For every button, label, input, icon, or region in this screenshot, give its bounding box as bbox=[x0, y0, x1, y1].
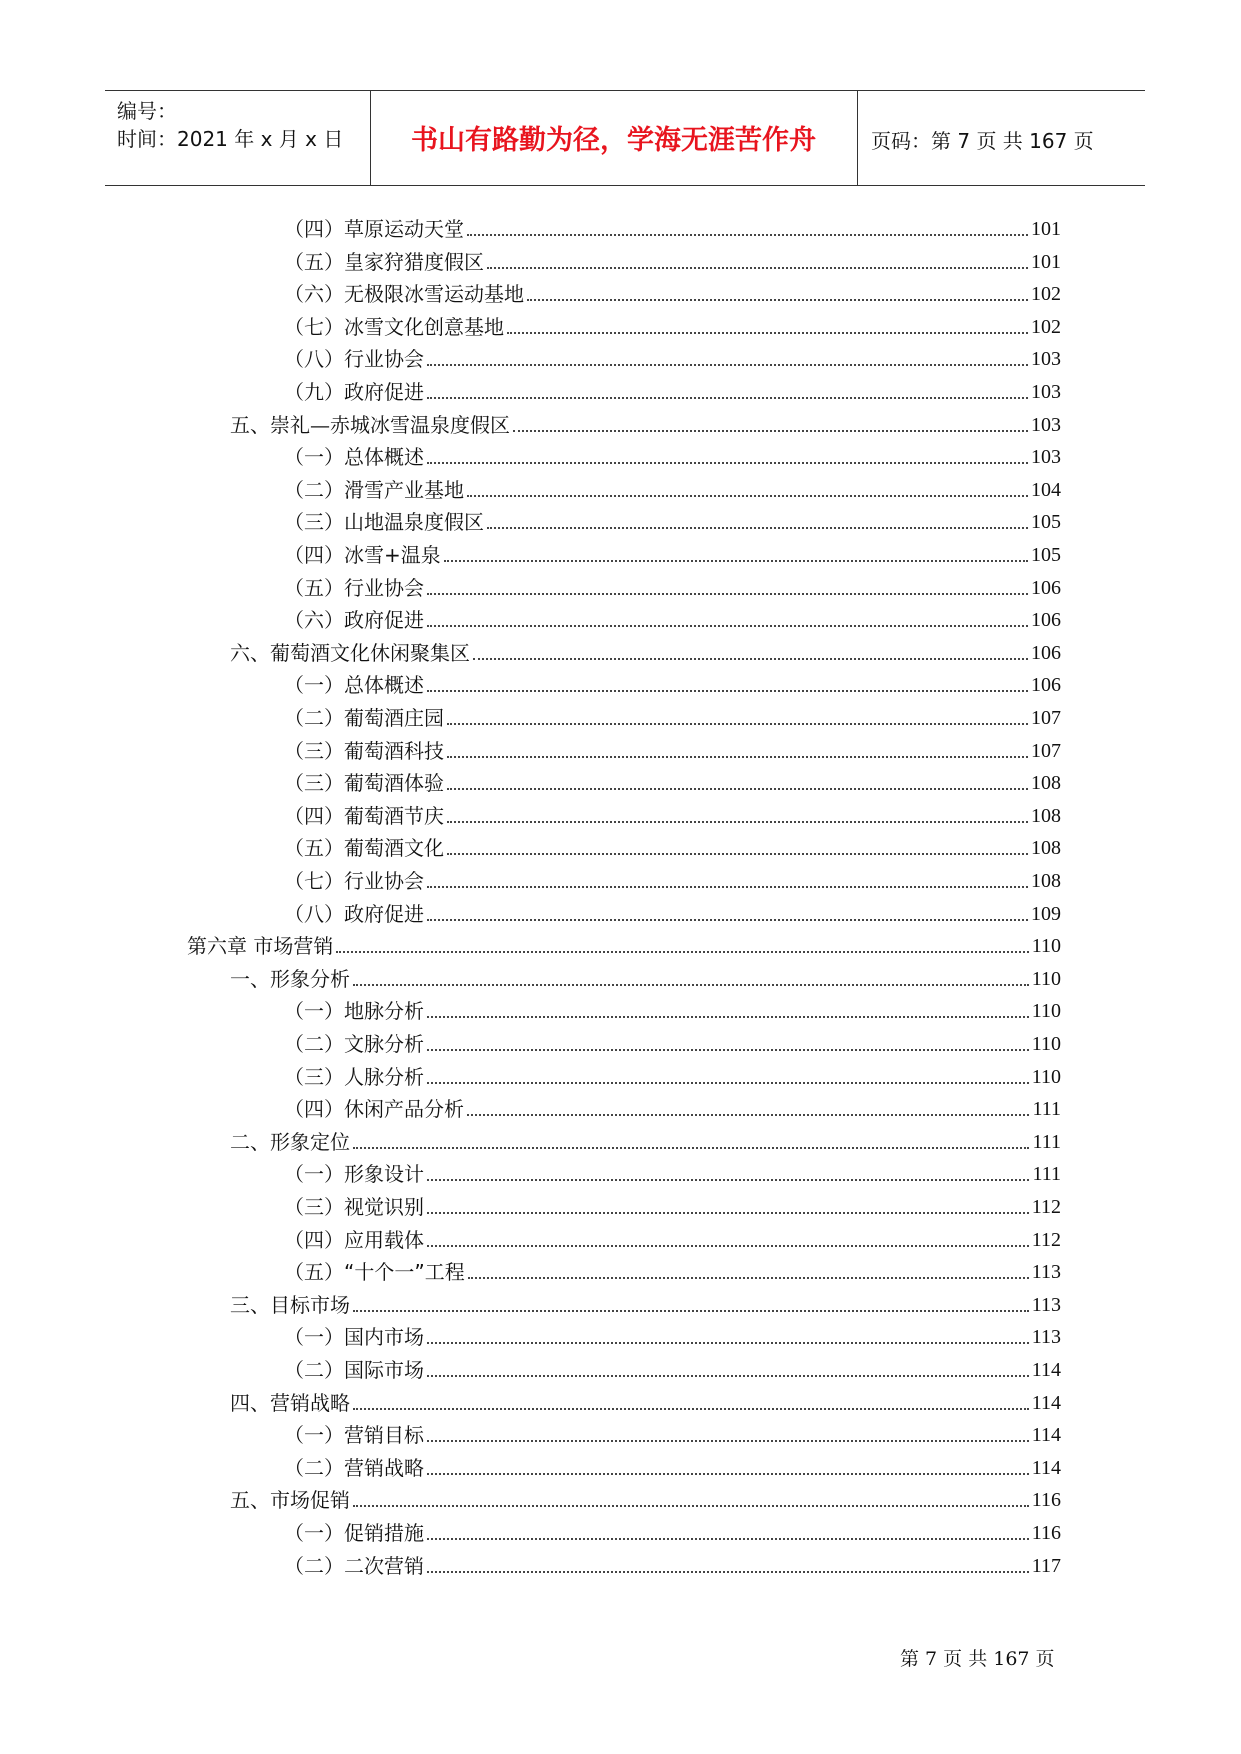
toc-entry-title: （二）营销战略 bbox=[284, 1455, 424, 1480]
toc-entry-page-number: 114 bbox=[1031, 1456, 1061, 1479]
toc-entry-page-number: 111 bbox=[1032, 1098, 1061, 1121]
toc-dot-leader bbox=[507, 332, 1028, 334]
toc-entry-title: （一）营销目标 bbox=[284, 1423, 424, 1448]
toc-entry[interactable] bbox=[230, 962, 1061, 992]
toc-entry[interactable] bbox=[284, 1418, 1061, 1448]
toc-entry-page-number: 103 bbox=[1031, 413, 1061, 436]
toc-entry-page-number: 109 bbox=[1031, 902, 1061, 925]
toc-entry-title: （四）休闲产品分析 bbox=[284, 1097, 464, 1122]
toc-entry-page-number: 110 bbox=[1031, 1000, 1061, 1023]
toc-entry-title: （二）文脉分析 bbox=[284, 1032, 424, 1056]
toc-entry-title: （四）冰雪+温泉 bbox=[284, 543, 441, 567]
toc-dot-leader bbox=[427, 1473, 1029, 1475]
toc-entry-page-number: 106 bbox=[1031, 576, 1061, 599]
toc-dot-leader bbox=[487, 267, 1028, 269]
toc-entry-title: （一）促销措施 bbox=[284, 1521, 424, 1545]
toc-entry-title: （四）草原运动天堂 bbox=[284, 217, 464, 241]
toc-dot-leader bbox=[427, 625, 1028, 627]
toc-entry[interactable] bbox=[284, 342, 1061, 372]
toc-entry-page-number: 105 bbox=[1031, 544, 1061, 566]
toc-entry-title: （三）人脉分析 bbox=[284, 1064, 424, 1089]
toc-dot-leader bbox=[467, 495, 1028, 497]
toc-entry[interactable] bbox=[284, 1092, 1061, 1122]
toc-dot-leader bbox=[468, 1277, 1029, 1279]
toc-entry-title: （六）无极限冰雪运动基地 bbox=[284, 282, 524, 307]
motto-text: 书山有路勤为径，学海无涯苦作舟 bbox=[411, 125, 816, 156]
toc-dot-leader bbox=[353, 1310, 1029, 1312]
toc-entry-page-number: 110 bbox=[1031, 1033, 1061, 1055]
toc-entry-page-number: 108 bbox=[1031, 772, 1061, 795]
page-footer: 第 7 页 共 167 页 bbox=[900, 1648, 1055, 1670]
toc-entry-page-number: 103 bbox=[1031, 348, 1061, 371]
toc-entry[interactable] bbox=[284, 701, 1061, 731]
toc-dot-leader bbox=[353, 1505, 1029, 1507]
toc-dot-leader bbox=[473, 658, 1028, 660]
toc-dot-leader bbox=[427, 364, 1028, 366]
toc-entry-page-number: 110 bbox=[1031, 935, 1061, 958]
toc-entry[interactable] bbox=[230, 1288, 1061, 1318]
toc-entry-page-number: 110 bbox=[1031, 1065, 1061, 1088]
toc-dot-leader bbox=[447, 853, 1028, 855]
toc-entry-title: （一）地脉分析 bbox=[284, 999, 424, 1024]
toc-entry[interactable] bbox=[230, 408, 1061, 438]
toc-entry[interactable] bbox=[284, 310, 1061, 340]
toc-entry-title: （四）葡萄酒节庆 bbox=[284, 803, 444, 828]
toc-entry[interactable] bbox=[284, 1027, 1061, 1057]
toc-entry[interactable] bbox=[230, 636, 1061, 666]
toc-entry[interactable] bbox=[284, 473, 1061, 503]
toc-entry-title: 二、形象定位 bbox=[230, 1129, 350, 1154]
toc-entry-page-number: 114 bbox=[1031, 1359, 1061, 1381]
header-motto-cell bbox=[370, 91, 858, 185]
toc-dot-leader bbox=[427, 1049, 1029, 1051]
toc-entry-page-number: 104 bbox=[1031, 478, 1061, 501]
toc-entry-title: （七）冰雪文化创意基地 bbox=[284, 314, 504, 339]
toc-dot-leader bbox=[427, 397, 1028, 399]
toc-dot-leader bbox=[353, 1147, 1029, 1149]
toc-entry-title: （三）山地温泉度假区 bbox=[284, 510, 484, 535]
document-number-label: 编号： bbox=[117, 99, 177, 123]
toc-entry-page-number: 111 bbox=[1032, 1130, 1061, 1153]
toc-dot-leader bbox=[353, 1408, 1029, 1410]
toc-entry-title: 四、营销战略 bbox=[230, 1390, 350, 1415]
toc-entry-page-number: 106 bbox=[1031, 674, 1061, 697]
toc-entry-page-number: 101 bbox=[1031, 250, 1061, 273]
toc-entry-title: 第六章 市场营销 bbox=[187, 934, 334, 959]
toc-entry-page-number: 113 bbox=[1031, 1326, 1061, 1349]
toc-entry[interactable] bbox=[284, 571, 1061, 601]
toc-entry[interactable] bbox=[230, 1483, 1061, 1513]
toc-entry-title: （三）葡萄酒体验 bbox=[284, 771, 444, 796]
toc-entry-page-number: 108 bbox=[1031, 837, 1061, 860]
toc-entry-title: （二）葡萄酒庄园 bbox=[284, 706, 444, 730]
header-page-number: 页码：第 7 页 共 167 页 bbox=[871, 129, 1094, 153]
toc-entry-title: （一）形象设计 bbox=[284, 1162, 424, 1187]
toc-entry-title: 六、葡萄酒文化休闲聚集区 bbox=[230, 640, 470, 665]
toc-entry[interactable] bbox=[284, 245, 1061, 275]
toc-entry-page-number: 108 bbox=[1031, 804, 1061, 827]
toc-entry-title: （一）总体概述 bbox=[284, 673, 424, 698]
toc-entry[interactable] bbox=[284, 212, 1061, 242]
toc-dot-leader bbox=[527, 299, 1028, 301]
toc-entry-title: （四）应用载体 bbox=[284, 1227, 424, 1252]
toc-entry-title: （六）政府促进 bbox=[284, 608, 424, 633]
toc-dot-leader bbox=[427, 1342, 1029, 1344]
toc-entry[interactable] bbox=[284, 277, 1061, 307]
toc-entry[interactable] bbox=[284, 1451, 1061, 1481]
toc-dot-leader bbox=[427, 1212, 1029, 1214]
toc-entry[interactable] bbox=[230, 1386, 1061, 1416]
toc-entry[interactable] bbox=[230, 1125, 1061, 1155]
toc-dot-leader bbox=[427, 1375, 1029, 1377]
toc-entry[interactable] bbox=[284, 440, 1061, 470]
toc-entry-title: （五）皇家狩猎度假区 bbox=[284, 249, 484, 274]
toc-entry-page-number: 112 bbox=[1031, 1228, 1061, 1251]
toc-entry-page-number: 114 bbox=[1031, 1391, 1061, 1414]
toc-entry-title: （一）总体概述 bbox=[284, 445, 424, 470]
toc-entry[interactable] bbox=[284, 603, 1061, 633]
toc-dot-leader bbox=[427, 1571, 1029, 1573]
toc-dot-leader bbox=[336, 951, 1028, 953]
header-page-cell bbox=[857, 91, 1145, 185]
toc-entry-page-number: 106 bbox=[1031, 641, 1061, 664]
toc-entry-title: （一）国内市场 bbox=[284, 1325, 424, 1350]
toc-dot-leader bbox=[467, 234, 1028, 236]
toc-dot-leader bbox=[447, 788, 1028, 790]
toc-dot-leader bbox=[447, 821, 1028, 823]
toc-entry[interactable] bbox=[284, 799, 1061, 829]
toc-entry-page-number: 113 bbox=[1031, 1261, 1061, 1284]
toc-dot-leader bbox=[427, 1016, 1029, 1018]
date-label: 时间：2021 年 x 月 x 日 bbox=[117, 127, 344, 151]
toc-entry-title: （八）行业协会 bbox=[284, 347, 424, 372]
toc-entry-title: 五、市场促销 bbox=[230, 1488, 350, 1513]
toc-entry-title: 一、形象分析 bbox=[230, 966, 350, 991]
toc-entry[interactable] bbox=[284, 1320, 1061, 1350]
toc-entry[interactable] bbox=[284, 831, 1061, 861]
toc-dot-leader bbox=[427, 1245, 1029, 1247]
toc-entry[interactable] bbox=[284, 734, 1061, 764]
toc-entry-title: （二）二次营销 bbox=[284, 1553, 424, 1578]
toc-entry[interactable] bbox=[284, 864, 1061, 894]
toc-entry-page-number: 117 bbox=[1031, 1554, 1061, 1577]
toc-entry[interactable] bbox=[284, 1190, 1061, 1220]
toc-entry[interactable] bbox=[284, 505, 1061, 535]
toc-dot-leader bbox=[447, 723, 1028, 725]
toc-entry[interactable] bbox=[284, 1060, 1061, 1090]
toc-entry-page-number: 107 bbox=[1031, 739, 1061, 762]
header-info-cell bbox=[105, 91, 371, 185]
toc-dot-leader bbox=[427, 1179, 1029, 1181]
toc-entry-page-number: 101 bbox=[1031, 218, 1061, 240]
toc-entry[interactable] bbox=[284, 994, 1061, 1024]
toc-entry-page-number: 112 bbox=[1031, 1196, 1061, 1218]
toc-dot-leader bbox=[427, 1082, 1029, 1084]
toc-entry-page-number: 102 bbox=[1031, 283, 1061, 306]
toc-entry-title: （三）视觉识别 bbox=[284, 1195, 424, 1219]
toc-entry[interactable] bbox=[284, 1549, 1061, 1579]
toc-dot-leader bbox=[427, 690, 1028, 692]
toc-entry-page-number: 113 bbox=[1031, 1293, 1061, 1316]
toc-entry-page-number: 102 bbox=[1031, 315, 1061, 338]
toc-entry-title: （九）政府促进 bbox=[284, 380, 424, 404]
toc-entry-page-number: 111 bbox=[1032, 1163, 1061, 1186]
toc-entry[interactable] bbox=[284, 897, 1061, 927]
toc-entry-page-number: 107 bbox=[1031, 707, 1061, 729]
toc-dot-leader bbox=[427, 462, 1028, 464]
toc-entry-page-number: 114 bbox=[1031, 1424, 1061, 1447]
toc-dot-leader bbox=[427, 1538, 1029, 1540]
toc-dot-leader bbox=[487, 527, 1028, 529]
toc-entry[interactable] bbox=[284, 1353, 1061, 1383]
toc-entry-page-number: 103 bbox=[1031, 446, 1061, 469]
toc-entry[interactable] bbox=[284, 538, 1061, 568]
toc-entry-page-number: 105 bbox=[1031, 511, 1061, 534]
toc-entry-page-number: 116 bbox=[1031, 1489, 1061, 1512]
toc-dot-leader bbox=[513, 430, 1028, 432]
toc-dot-leader bbox=[427, 593, 1028, 595]
toc-entry-page-number: 110 bbox=[1031, 967, 1061, 990]
toc-dot-leader bbox=[427, 919, 1028, 921]
toc-entry[interactable] bbox=[284, 1223, 1061, 1253]
toc-entry-page-number: 116 bbox=[1031, 1522, 1061, 1544]
toc-entry-page-number: 103 bbox=[1031, 381, 1061, 403]
toc-entry-title: （五）葡萄酒文化 bbox=[284, 836, 444, 861]
toc-entry-page-number: 108 bbox=[1031, 870, 1061, 892]
toc-dot-leader bbox=[467, 1114, 1029, 1116]
toc-dot-leader bbox=[447, 756, 1028, 758]
toc-entry[interactable] bbox=[284, 1255, 1061, 1285]
toc-entry[interactable] bbox=[284, 1157, 1061, 1187]
toc-entry-title: （三）葡萄酒科技 bbox=[284, 738, 444, 763]
toc-entry[interactable] bbox=[284, 375, 1061, 405]
toc-dot-leader bbox=[353, 984, 1029, 986]
toc-dot-leader bbox=[427, 886, 1028, 888]
toc-entry-title: （八）政府促进 bbox=[284, 901, 424, 926]
toc-entry-title: （二）滑雪产业基地 bbox=[284, 477, 464, 502]
toc-entry[interactable] bbox=[187, 929, 1061, 959]
toc-entry[interactable] bbox=[284, 668, 1061, 698]
toc-entry-title: （七）行业协会 bbox=[284, 869, 424, 893]
toc-entry-title: 三、目标市场 bbox=[230, 1292, 350, 1317]
toc-entry[interactable] bbox=[284, 766, 1061, 796]
toc-dot-leader bbox=[444, 560, 1028, 562]
toc-entry-title: 五、崇礼—赤城冰雪温泉度假区 bbox=[230, 412, 510, 437]
toc-dot-leader bbox=[427, 1440, 1029, 1442]
toc-entry-title: （五）行业协会 bbox=[284, 575, 424, 600]
page-header bbox=[105, 90, 1145, 186]
toc-entry[interactable] bbox=[284, 1516, 1061, 1546]
toc-entry-title: （二）国际市场 bbox=[284, 1358, 424, 1382]
toc-entry-title: （五）“十个一”工程 bbox=[284, 1260, 465, 1285]
toc-entry-page-number: 106 bbox=[1031, 609, 1061, 632]
